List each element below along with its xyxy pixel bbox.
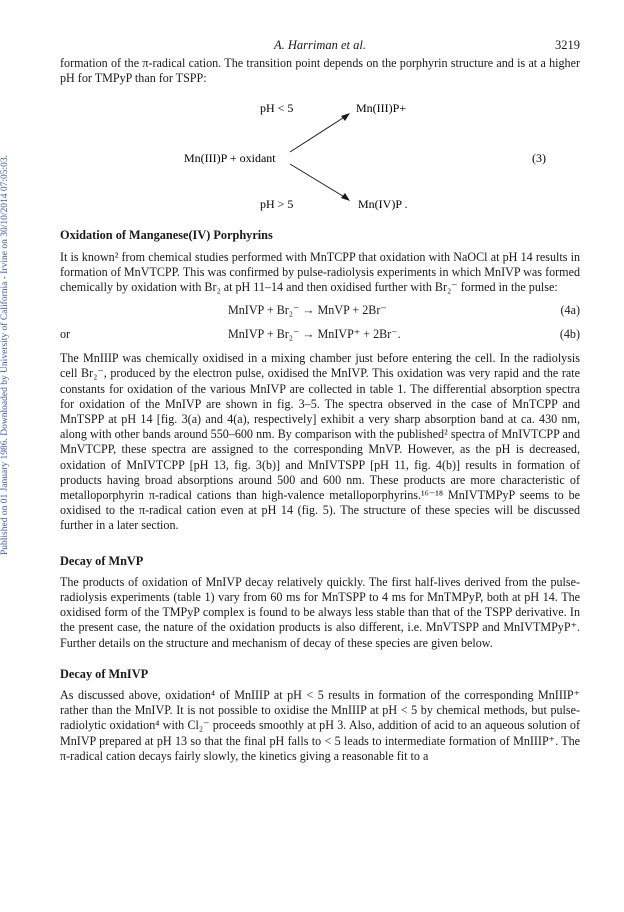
equation-4b <box>60 327 580 347</box>
equation-4b-number: (4b) <box>559 327 580 342</box>
scheme-arrow-down <box>290 164 346 198</box>
section1-paragraph-1: It is known² from chemical studies performed with MnTCPP that oxidation with NaOCl at pH 14 results in formation of MnVTCPP. This was confirmed by pulse-radiolysis experiments in which MnIVP was formed chemically by oxidation with Br₂ at pH 11–14 and then oxidised further with Br₂⁻ formed in the pulse: <box>60 249 580 295</box>
section3-paragraph-1: As discussed above, oxidation⁴ of MnIIIP at pH < 5 results in formation of the corresponding MnIIIP⁺ rather than the MnIVP. It is not possible to oxidise the MnIIIP at pH < 5 by chemical methods, but pulse-radiolytic oxidation⁴ with Cl₂⁻ proceeds smoothly at pH 3. Also, addition of acid to an aqueous solution of MnIVP prepared at pH 13 so that the final pH falls to < 5 leads to intermediate formation of MnIIIP⁺. The π-radical cation decays fairly slowly, the kinetics giving a reasonable fit to a <box>60 688 580 763</box>
section2-paragraph-1: The products of oxidation of MnIVP decay relatively quickly. The first half-lives derived from the pulse-radiolysis experiments (table 1) vary from 60 ms for MnTSPP to 4 ms for MnTMPyP, both at pH 14. The oxidised form of the TMPyP complex is found to be always less stable than that of the TSPP derivative. In the present case, the nature of the oxidation products is also different, i.e. MnVTSPP and MnIVTMPyP⁺. Further details on the structure and mechanism of decay of these species are given below. <box>60 574 580 650</box>
section1-paragraph-2: The MnIIIP was chemically oxidised in a mixing chamber just before entering the cell. In the radiolysis cell Br₂⁻, produced by the electron pulse, oxidised the MnIVP. This oxidation was very rapid and the rate constants for oxidation of the various MnIVP are collected in table 1. The differential absorption spectra for oxidation of the MnIVP are shown in fig. 3–5. The spectra observed in the case of MnTCPP and MnTSPP at pH 14 [fig. 3(a) and 4(a), respectively] exhibit a very sharp absorption band at ca. 430 nm, along with other bands around 550–600 nm. By comparison with the published² spectra of MnIVTCPP and MnVTCPP, these spectra are assigned to the corresponding MnVP. However, as the pH is decreased, oxidation of MnIVTCPP [pH 13, fig. 3(b)] and MnIVTSPP [pH 11, fig. 4(b)] results in formation of products having broad absorptions around 500 and 600 nm. These products are more characteristic of metalloporphyrin π-radical cations than high-valence metalloporphyrins.¹⁶⁻¹⁸ MnIVTMPyP seems to be oxidised to the π-radical cation even at pH 14 (fig. 5). The structure of these species will be discussed further in a later section. <box>60 351 580 533</box>
equation-4b-lead: or <box>60 327 71 342</box>
equation-4a <box>60 303 580 323</box>
scheme-bottom-product: Mn(IV)P . <box>358 197 408 212</box>
scheme-arrowhead-up <box>341 113 350 121</box>
equation-4b-body: MnIVP + Br₂⁻ → MnIVP⁺ + 2Br⁻. <box>228 327 401 342</box>
download-watermark: Published on 01 January 1986. Downloaded by University of California - Irvine on 30/10/2014 07:05:03. <box>0 155 10 556</box>
reaction-scheme-3 <box>60 94 580 216</box>
running-header <box>60 38 580 56</box>
section-heading-decay-mnv: Decay of MnVP <box>60 553 144 568</box>
scheme-bottom-condition: pH > 5 <box>260 197 294 212</box>
scheme-top-condition: pH < 5 <box>260 101 294 116</box>
page-number: 3219 <box>555 38 580 52</box>
section-heading-decay-mniv: Decay of MnIVP <box>60 666 149 681</box>
intro-paragraph: formation of the π-radical cation. The transition point depends on the porphyrin structure and is at a higher pH for TMPyP than for TSPP: <box>60 56 580 86</box>
equation-4a-body: MnIVP + Br₂⁻ → MnVP + 2Br⁻ <box>228 303 387 318</box>
paper-page <box>60 38 580 764</box>
equation-number-3: (3) <box>532 151 546 166</box>
scheme-top-product: Mn(III)P+ <box>356 101 407 116</box>
scheme-arrow-up <box>290 116 346 152</box>
section-heading-oxidation: Oxidation of Manganese(IV) Porphyrins <box>60 228 273 243</box>
header-authors: A. Harriman et al. <box>273 38 366 52</box>
scheme-svg <box>60 94 580 216</box>
scheme-reactant: Mn(III)P + oxidant <box>184 151 276 166</box>
scheme-arrowhead-down <box>341 193 350 201</box>
equation-4a-number: (4a) <box>560 303 580 318</box>
